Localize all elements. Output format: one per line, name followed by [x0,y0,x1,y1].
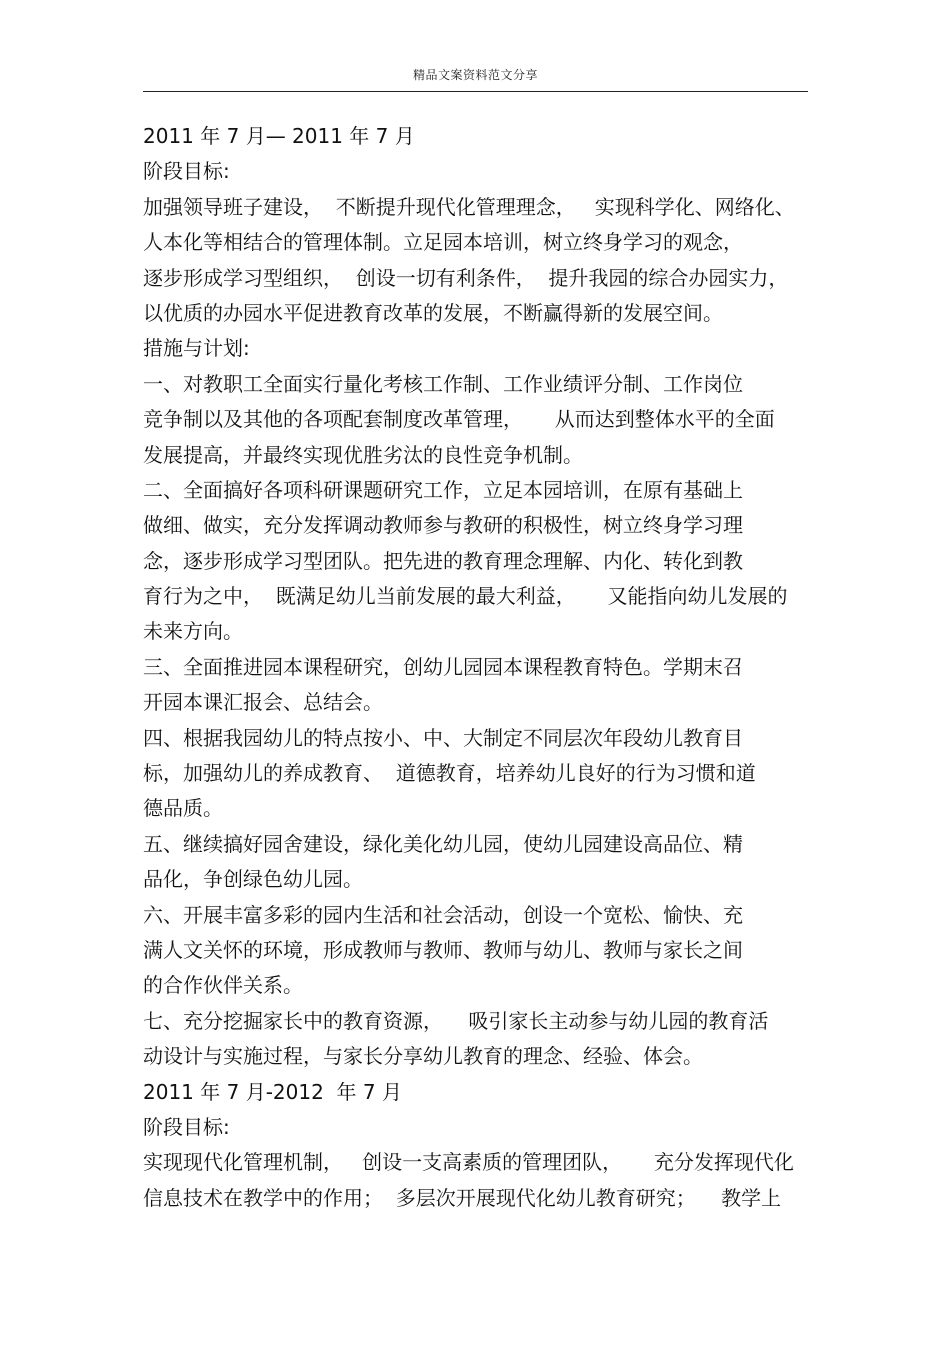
list-item-line: 五、继续搞好园舍建设，绿化美化幼儿园，使幼儿园建设高品位、精 [143,831,743,856]
list-item-line: 念，逐步形成学习型团队。把先进的教育理念理解、内化、转化到教 [143,548,743,573]
list-item-line: 动设计与实施过程，与家长分享幼儿教育的理念、经验、体会。 [143,1044,703,1069]
paragraph-line: 逐步形成学习型组织， 创设一切有利条件， 提升我园的综合办园实力， [143,265,789,290]
paragraph-line: 实现现代化管理机制， 创设一支高素质的管理团队， 充分发挥现代化 [143,1150,794,1175]
list-item-line: 的合作伙伴关系。 [143,973,303,998]
period-heading: 2011 年 7 月-2012 年 7 月 [143,1079,402,1104]
section-label: 阶段目标: [143,159,230,184]
list-item-line: 未来方向。 [143,619,243,644]
paragraph-line: 信息技术在教学中的作用； 多层次开展现代化幼儿教育研究； 教学上 [143,1185,782,1210]
list-item-line: 竞争制以及其他的各项配套制度改革管理， 从而达到整体水平的全面 [143,407,775,432]
header-divider [143,91,808,92]
list-item-line: 育行为之中， 既满足幼儿当前发展的最大利益， 又能指向幼儿发展的 [143,584,788,609]
list-item-line: 德品质。 [143,796,223,821]
list-item-line: 一、对教职工全面实行量化考核工作制、工作业绩评分制、工作岗位 [143,371,743,396]
section-label: 阶段目标: [143,1114,230,1139]
list-item-line: 二、全面搞好各项科研课题研究工作，立足本园培训，在原有基础上 [143,477,743,502]
document-body [143,119,808,1216]
list-item-line: 四、根据我园幼儿的特点按小、中、大制定不同层次年段幼儿教育目 [143,725,743,750]
paragraph-line: 加强领导班子建设， 不断提升现代化管理理念， 实现科学化、网络化、 [143,194,795,219]
list-item-line: 开园本课汇报会、总结会。 [143,690,383,715]
section-label: 措施与计划: [143,336,250,361]
paragraph-line: 人本化等相结合的管理体制。立足园本培训，树立终身学习的观念， [143,230,743,255]
list-item-line: 六、开展丰富多彩的园内生活和社会活动，创设一个宽松、愉快、充 [143,902,743,927]
list-item-line: 品化，争创绿色幼儿园。 [143,867,363,892]
running-header: 精品文案资料范文分享 [412,68,538,82]
paragraph-line: 以优质的办园水平促进教育改革的发展，不断赢得新的发展空间。 [143,300,723,325]
list-item-line: 标，加强幼儿的养成教育、 道德教育，培养幼儿良好的行为习惯和道 [143,761,756,786]
list-item-line: 三、全面推进园本课程研究，创幼儿园园本课程教育特色。学期末召 [143,654,743,679]
list-item-line: 做细、做实，充分发挥调动教师参与教研的积极性，树立终身学习理 [143,513,743,538]
period-heading: 2011 年 7 月— 2011 年 7 月 [143,124,415,148]
list-item-line: 七、充分挖掘家长中的教育资源， 吸引家长主动参与幼儿园的教育活 [143,1008,769,1033]
list-item-line: 发展提高，并最终实现优胜劣汰的良性竞争机制。 [143,442,583,467]
list-item-line: 满人文关怀的环境，形成教师与教师、教师与幼儿、教师与家长之间 [143,937,743,962]
